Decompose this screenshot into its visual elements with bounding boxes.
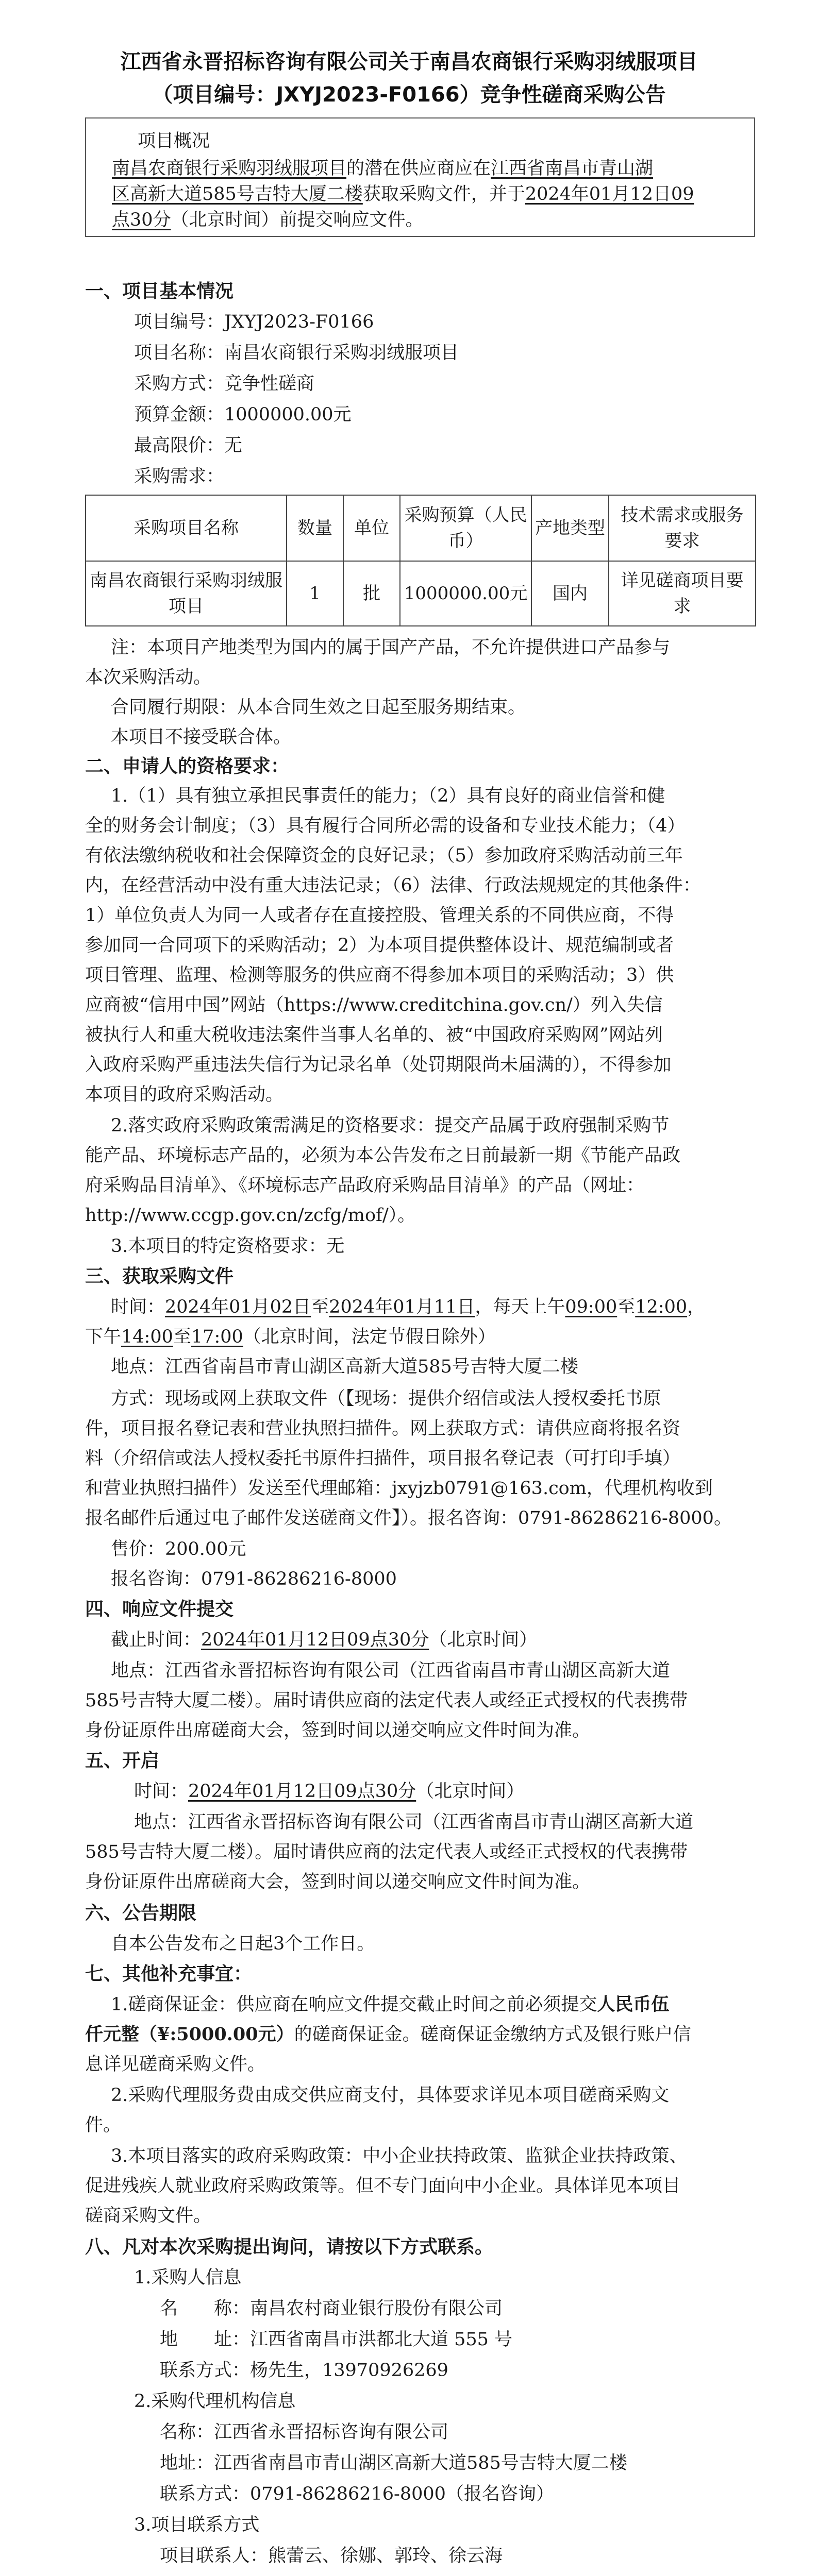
registration-consult: 报名咨询：0791-86286216-8000 bbox=[111, 1569, 397, 1589]
table-header-cell: 采购预算（人民币） bbox=[400, 495, 531, 561]
purchaser-address: 地 址：江西省南昌市洪都北大道 555 号 bbox=[160, 2329, 513, 2350]
qualification-para-1: 全的财务会计制度；（3）具有履行合同所必需的设备和专业技术能力；（4） bbox=[85, 816, 686, 836]
project-overview-box bbox=[85, 117, 755, 237]
table-header-row bbox=[86, 495, 756, 561]
agency-address: 地址：江西省南昌市青山湖区高新大道585号吉特大厦二楼 bbox=[160, 2453, 627, 2473]
qualification-para-2: 能产品、环境标志产品的，必须为本公告发布之日前最新一期《节能产品政 bbox=[85, 1145, 681, 1166]
table-header-cell: 数量 bbox=[287, 495, 343, 561]
table-row bbox=[86, 561, 756, 626]
qualification-para-1: 1.（1）具有独立承担民事责任的能力；（2）具有良好的商业信誉和健 bbox=[111, 786, 665, 806]
purchaser-info-title: 1.采购人信息 bbox=[134, 2267, 242, 2288]
project-name: 项目名称：南昌农商银行采购羽绒服项目 bbox=[134, 343, 459, 363]
section-1-heading: 一、项目基本情况 bbox=[85, 281, 234, 302]
procurement-policy: 促进残疾人就业政府采购政策等。但不专门面向中小企业。具体详见本项目 bbox=[85, 2176, 681, 2196]
obtain-method: 方式：现场或网上获取文件（【现场：提供介绍信或法人授权委托书原 bbox=[111, 1388, 661, 1409]
table-cell: 详见磋商项目要求 bbox=[609, 561, 756, 626]
announcement-title-line1: 江西省永晋招标咨询有限公司关于南昌农商银行采购羽绒服项目 bbox=[120, 50, 698, 74]
requirements-table bbox=[85, 495, 756, 626]
service-fee: 件。 bbox=[85, 2115, 122, 2136]
section-8-heading: 八、凡对本次采购提出询问，请按以下方式联系。 bbox=[85, 2236, 494, 2258]
special-qualification: 3.本项目的特定资格要求：无 bbox=[111, 1236, 345, 1257]
overview-heading: 项目概况 bbox=[138, 131, 210, 151]
overview-line-2: 区高新大道585号吉特大厦二楼获取采购文件，并于2024年01月12日09 bbox=[112, 184, 694, 205]
qualification-para-2: 2.落实政府采购政策需满足的资格要求：提交产品属于政府强制采购节 bbox=[111, 1115, 670, 1136]
overview-line-1: 南昌农商银行采购羽绒服项目的潜在供应商应在江西省南昌市青山湖 bbox=[112, 158, 654, 179]
qualification-para-1: 项目管理、监理、检测等服务的供应商不得参加本项目的采购活动；3）供 bbox=[85, 965, 674, 986]
purchaser-name: 名 称：南昌农村商业银行股份有限公司 bbox=[160, 2298, 503, 2319]
qualification-para-2: 府采购品目清单》、《环境标志产品政府采购品目清单》的产品（网址： bbox=[85, 1175, 645, 1196]
section-3-heading: 三、获取采购文件 bbox=[85, 1266, 234, 1287]
purchaser-contact: 联系方式：杨先生，13970926269 bbox=[160, 2360, 448, 2381]
qualification-para-1: 应商被“信用中国”网站（https://www.creditchina.gov.cn/）列入失信 bbox=[85, 995, 663, 1015]
project-contact-phone bbox=[160, 2574, 394, 2576]
table-cell: 南昌农商银行采购羽绒服项目 bbox=[86, 561, 287, 626]
qualification-para-1: 内，在经营活动中没有重大违法记录；（6）法律、行政法规规定的其他条件： bbox=[85, 875, 701, 896]
opening-place: 地点：江西省永晋招标咨询有限公司（江西省南昌市青山湖区高新大道 bbox=[134, 1812, 694, 1833]
consortium-note: 本项目不接受联合体。 bbox=[111, 727, 292, 748]
overview-line-3: 点30分（北京时间）前提交响应文件。 bbox=[112, 210, 424, 230]
procurement-policy: 3.本项目落实的政府采购政策：中小企业扶持政策、监狱企业扶持政策、 bbox=[111, 2146, 688, 2166]
procurement-method: 采购方式：竞争性磋商 bbox=[134, 374, 315, 394]
qualification-para-1: 本项目的政府采购活动。 bbox=[85, 1084, 284, 1105]
procurement-policy: 磋商采购文件。 bbox=[85, 2206, 212, 2226]
section-7-heading: 七、其他补充事宜： bbox=[85, 1963, 253, 1985]
table-header-cell: 单位 bbox=[343, 495, 400, 561]
qualification-para-1: 被执行人和重大税收违法案件当事人名单的、被“中国政府采购网”网站列 bbox=[85, 1025, 663, 1045]
qualification-para-1: 有依法缴纳税收和社会保障资金的良好记录；（5）参加政府采购活动前三年 bbox=[85, 845, 683, 866]
table-header-cell: 技术需求或服务要求 bbox=[609, 495, 756, 561]
agency-name: 名称：江西省永晋招标咨询有限公司 bbox=[160, 2422, 449, 2443]
project-number: 项目编号：JXYJ2023-F0166 bbox=[134, 312, 374, 332]
submission-deadline: 截止时间：2024年01月12日09点30分（北京时间） bbox=[111, 1630, 538, 1650]
qualification-para-1: 入政府采购严重违法失信行为记录名单（处罚期限尚未届满的），不得参加 bbox=[85, 1055, 672, 1075]
obtain-method: 料（介绍信或法人授权委托书原件扫描件，项目报名登记表（可打印手填） bbox=[85, 1448, 681, 1469]
opening-place: 585号吉特大厦二楼）。届时请供应商的法定代表人或经正式授权的代表携带 bbox=[85, 1842, 688, 1862]
service-fee: 2.采购代理服务费由成交供应商支付，具体要求详见本项目磋商采购文 bbox=[111, 2085, 670, 2106]
origin-note-line-2: 本次采购活动。 bbox=[85, 667, 212, 688]
obtain-time-line-2: 下午14:00至17:00（北京时间，法定节假日除外） bbox=[85, 1327, 496, 1347]
table-cell: 1000000.00元 bbox=[400, 561, 531, 626]
deposit-line-1: 1.磋商保证金：供应商在响应文件提交截止时间之前必须提交人民币伍 bbox=[111, 1994, 670, 2015]
qualification-para-1: 1）单位负责人为同一人或者存在直接控股、管理关系的不同供应商，不得 bbox=[85, 905, 674, 926]
notice-period: 自本公告发布之日起3个工作日。 bbox=[111, 1934, 375, 1954]
agency-info-title: 2.采购代理机构信息 bbox=[134, 2391, 296, 2412]
section-2-heading: 二、申请人的资格要求： bbox=[85, 756, 290, 777]
origin-note-line-1: 注：本项目产地类型为国内的属于国产产品，不允许提供进口产品参与 bbox=[111, 637, 671, 658]
project-contact-people: 项目联系人：熊蕾云、徐娜、郭玲、徐云海 bbox=[160, 2546, 503, 2566]
obtain-time-line-1: 时间：2024年01月02日至2024年01月11日，每天上午09:00至12:00， bbox=[111, 1297, 706, 1317]
obtain-method: 件，项目报名登记表和营业执照扫描件。网上获取方式：请供应商将报名资 bbox=[85, 1418, 681, 1439]
qualification-para-1: 参加同一合同项下的采购活动；2）为本项目提供整体设计、规范编制或者 bbox=[85, 935, 674, 956]
contract-period: 合同履行期限：从本合同生效之日起至服务期结束。 bbox=[111, 697, 526, 718]
agency-contact: 联系方式：0791-86286216-8000（报名咨询） bbox=[160, 2484, 554, 2504]
submission-place: 585号吉特大厦二楼）。届时请供应商的法定代表人或经正式授权的代表携带 bbox=[85, 1690, 688, 1711]
opening-place: 身份证原件出席磋商大会，签到时间以递交响应文件时间为准。 bbox=[85, 1872, 591, 1892]
announcement-title-line2: （项目编号：JXYJ2023-F0166）竞争性磋商采购公告 bbox=[152, 83, 666, 107]
qualification-para-2: http://www.ccgp.gov.cn/zcfg/mof/）。 bbox=[85, 1205, 416, 1226]
section-6-heading: 六、公告期限 bbox=[85, 1903, 197, 1924]
budget-amount: 预算金额：1000000.00元 bbox=[134, 404, 352, 425]
procurement-needs-label: 采购需求： bbox=[134, 466, 225, 487]
deposit-line-2: 仟元整（¥:5000.00元）的磋商保证金。磋商保证金缴纳方式及银行账户信 bbox=[85, 2024, 691, 2045]
section-5-heading: 五、开启 bbox=[85, 1750, 160, 1771]
table-header-cell: 采购项目名称 bbox=[86, 495, 287, 561]
table-cell: 批 bbox=[343, 561, 400, 626]
table-header-cell: 产地类型 bbox=[531, 495, 609, 561]
obtain-method: 报名邮件后通过电子邮件发送磋商文件】）。报名咨询：0791-86286216-8000。 bbox=[85, 1508, 732, 1529]
document-price: 售价：200.00元 bbox=[111, 1539, 246, 1560]
section-4-heading: 四、响应文件提交 bbox=[85, 1599, 234, 1620]
table-cell: 1 bbox=[287, 561, 343, 626]
opening-time: 时间：2024年01月12日09点30分（北京时间） bbox=[134, 1781, 525, 1802]
project-contact-title: 3.项目联系方式 bbox=[134, 2515, 260, 2535]
submission-place: 地点：江西省永晋招标咨询有限公司（江西省南昌市青山湖区高新大道 bbox=[111, 1660, 671, 1681]
table-cell: 国内 bbox=[531, 561, 609, 626]
max-price: 最高限价：无 bbox=[134, 435, 243, 456]
obtain-method: 和营业执照扫描件）发送至代理邮箱：jxyjzb0791@163.com，代理机构收到 bbox=[85, 1478, 713, 1499]
submission-place: 身份证原件出席磋商大会，签到时间以递交响应文件时间为准。 bbox=[85, 1720, 591, 1741]
obtain-place: 地点：江西省南昌市青山湖区高新大道585号吉特大厦二楼 bbox=[111, 1357, 578, 1377]
deposit-line-3: 息详见磋商采购文件。 bbox=[85, 2054, 266, 2075]
